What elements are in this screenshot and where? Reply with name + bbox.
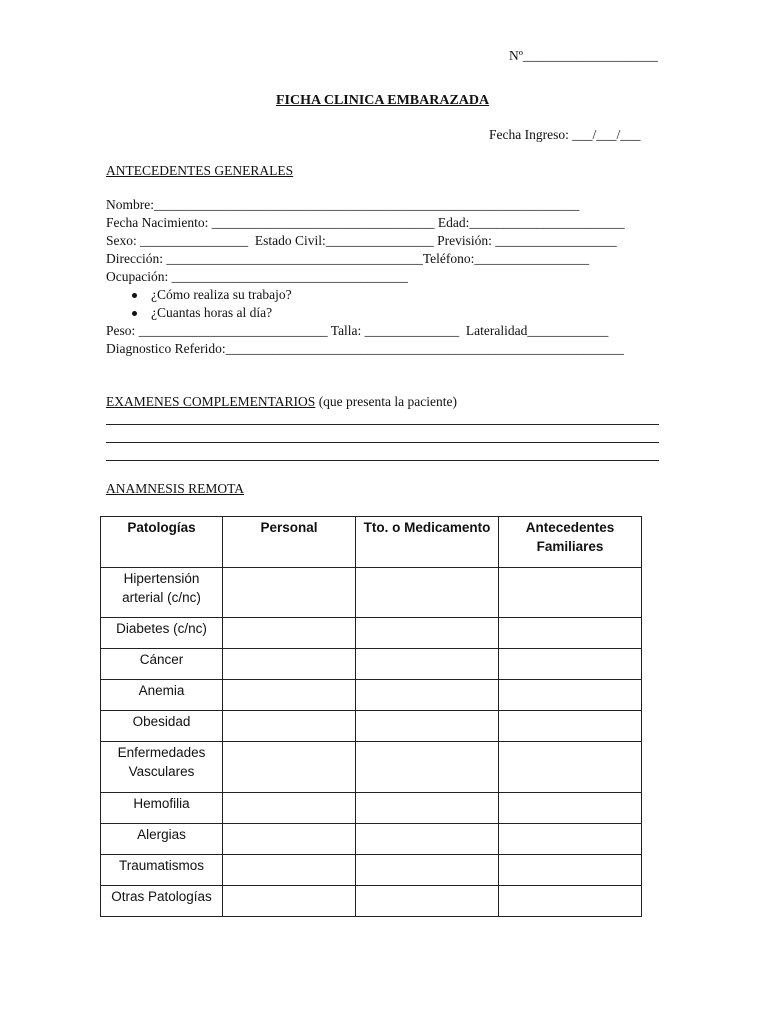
row-label: Hemofilia <box>101 793 223 824</box>
table-cell <box>356 568 499 618</box>
row-label: Diabetes (c/nc) <box>101 618 223 649</box>
table-cell <box>499 742 642 793</box>
table-cell <box>223 793 356 824</box>
table-row <box>101 742 642 793</box>
sexo-field: Sexo: ________________ Estado Civil:________________ Previsión: __________________ <box>106 233 617 248</box>
table-cell <box>356 824 499 855</box>
table-cell <box>499 824 642 855</box>
table-header-row <box>101 517 642 568</box>
table-cell <box>499 680 642 711</box>
table-cell <box>499 886 642 917</box>
row-label: Enfermedades Vasculares <box>101 742 223 793</box>
table-row <box>101 649 642 680</box>
row-label: Otras Patologías <box>101 886 223 917</box>
table-cell <box>499 711 642 742</box>
table-cell <box>499 855 642 886</box>
table-cell <box>499 568 642 618</box>
table-row <box>101 793 642 824</box>
column-header-patologias: Patologías <box>101 517 223 568</box>
table-cell <box>223 886 356 917</box>
page-title: FICHA CLINICA EMBARAZADA <box>276 93 490 108</box>
anamnesis-table <box>100 516 642 917</box>
table-cell <box>356 618 499 649</box>
examenes-blank-line <box>106 442 659 443</box>
examenes-heading: EXAMENES COMPLEMENTARIOS <box>106 394 316 409</box>
column-header-tratamiento: Tto. o Medicamento <box>356 517 499 568</box>
nombre-field: Nombre:_______________________________________________________________ <box>106 197 580 212</box>
bullet-icon <box>132 293 137 298</box>
row-label: Cáncer <box>101 649 223 680</box>
row-label: Anemia <box>101 680 223 711</box>
table-cell <box>356 711 499 742</box>
number-field: Nº____________________ <box>509 48 658 63</box>
table-cell <box>223 855 356 886</box>
table-cell <box>356 680 499 711</box>
table-row <box>101 680 642 711</box>
table-cell <box>223 742 356 793</box>
examenes-blank-line <box>106 424 659 425</box>
table-cell <box>356 742 499 793</box>
table-row <box>101 618 642 649</box>
table-row <box>101 711 642 742</box>
table-row <box>101 568 642 618</box>
diagnostico-field: Diagnostico Referido:___________________________________________________________ <box>106 341 624 356</box>
peso-field: Peso: ____________________________ Talla: ______________ Lateralidad____________ <box>106 323 609 338</box>
table-cell <box>356 649 499 680</box>
row-label: Traumatismos <box>101 855 223 886</box>
examenes-note: (que presenta la paciente) <box>315 394 457 409</box>
anamnesis-heading: ANAMNESIS REMOTA <box>106 481 245 496</box>
table-cell <box>499 793 642 824</box>
row-label: Alergias <box>101 824 223 855</box>
table-cell <box>223 680 356 711</box>
fecha-nacimiento-field: Fecha Nacimiento: _________________________________ Edad:_______________________ <box>106 215 625 230</box>
table-cell <box>499 649 642 680</box>
column-header-personal: Personal <box>223 517 356 568</box>
antecedentes-generales-heading: ANTECEDENTES GENERALES <box>106 163 294 178</box>
table-cell <box>223 824 356 855</box>
fecha-ingreso-field: Fecha Ingreso: ___/___/___ <box>489 127 641 142</box>
table-cell <box>499 618 642 649</box>
table-cell <box>223 711 356 742</box>
table-cell <box>223 618 356 649</box>
bullet-horas: ¿Cuantas horas al día? <box>151 305 273 320</box>
examenes-heading-line <box>106 393 457 411</box>
table-row <box>101 886 642 917</box>
table-cell <box>223 568 356 618</box>
bullet-icon <box>132 311 137 316</box>
table-cell <box>356 855 499 886</box>
ocupacion-field: Ocupación: ___________________________________ <box>106 269 408 284</box>
examenes-blank-line <box>106 460 659 461</box>
row-label: Obesidad <box>101 711 223 742</box>
row-label: Hipertensión arterial (c/nc) <box>101 568 223 618</box>
table-cell <box>356 793 499 824</box>
table-row <box>101 824 642 855</box>
table-cell <box>223 649 356 680</box>
bullet-trabajo: ¿Cómo realiza su trabajo? <box>151 287 292 302</box>
table-row <box>101 855 642 886</box>
table-cell <box>356 886 499 917</box>
direccion-field: Dirección: ______________________________________Teléfono:_________________ <box>106 251 590 266</box>
column-header-antecedentes-familiares: Antecedentes Familiares <box>499 517 642 568</box>
